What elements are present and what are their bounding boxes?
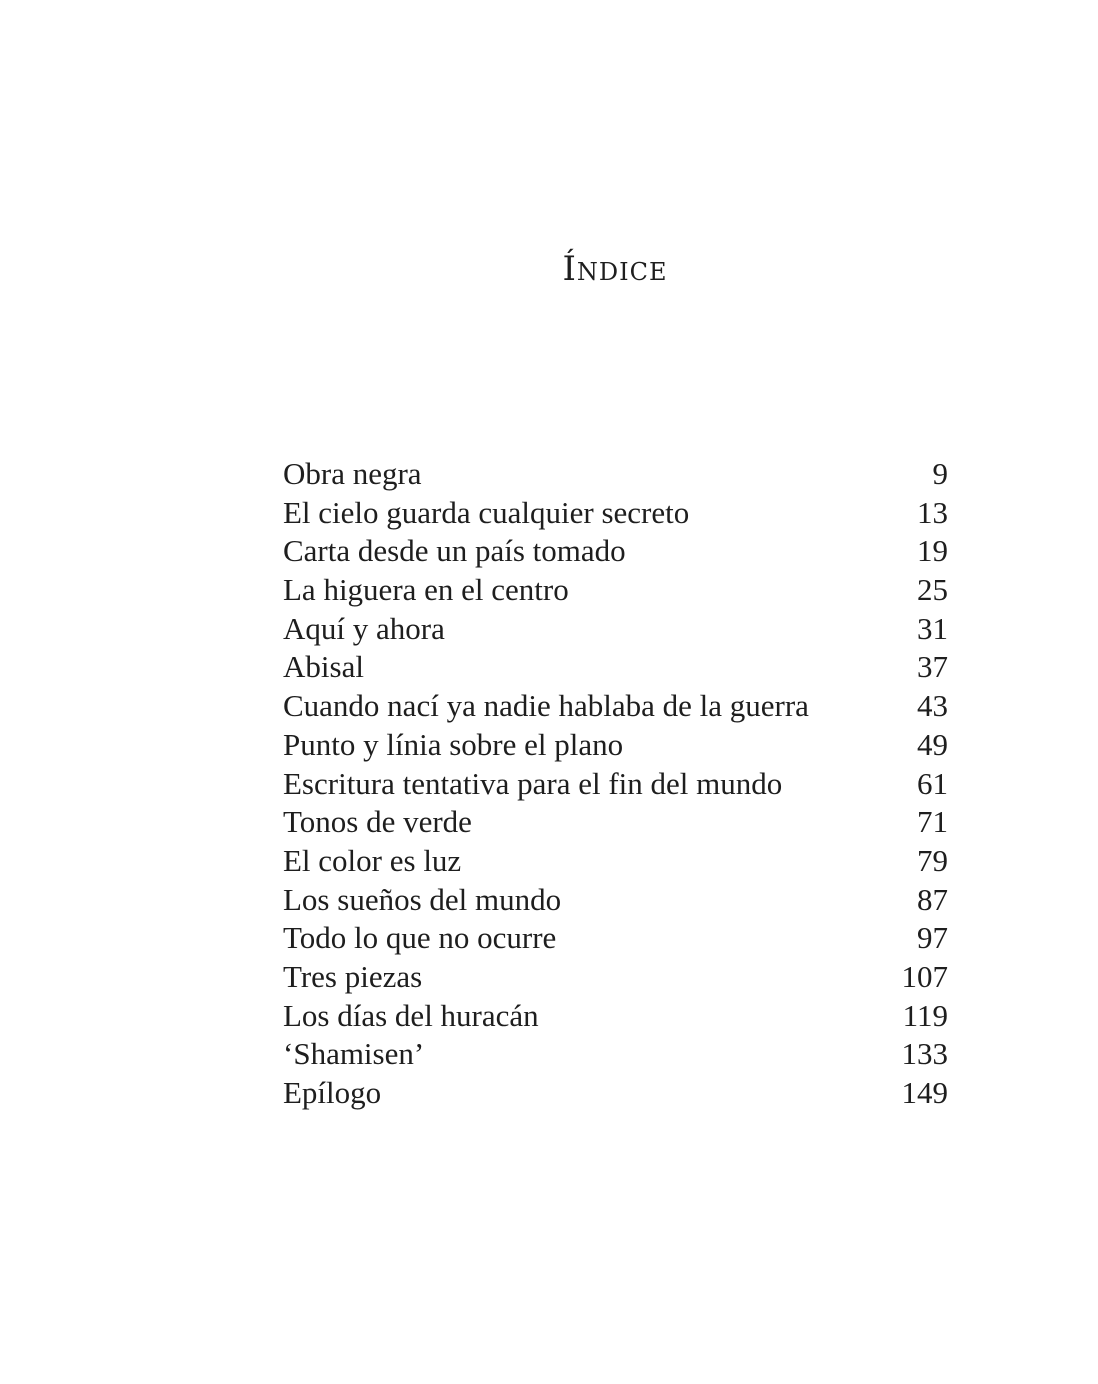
toc-entry-page: 133 <box>901 1036 948 1072</box>
toc-entry-title: Aquí y ahora <box>283 610 445 646</box>
toc-entry[interactable] <box>283 842 948 881</box>
toc-entry[interactable] <box>283 532 948 571</box>
toc-entry[interactable] <box>283 1074 948 1113</box>
toc-entry[interactable] <box>283 726 948 765</box>
toc-entry[interactable] <box>283 571 948 610</box>
toc-entry-title: El color es luz <box>283 842 462 878</box>
toc-entry-title: La higuera en el centro <box>283 572 569 608</box>
toc-entry-title: Tonos de verde <box>283 804 472 840</box>
toc-entry-page: 31 <box>917 610 948 646</box>
toc-entry-title: Carta desde un país tomado <box>283 533 626 569</box>
toc-entry-title: Punto y línia sobre el plano <box>283 726 624 762</box>
toc-entry[interactable] <box>283 687 948 726</box>
toc-entry-page: 19 <box>917 533 948 569</box>
toc-entry-title: Tres piezas <box>283 958 423 994</box>
toc-entry-page: 107 <box>901 958 948 994</box>
toc-entry-page: 9 <box>932 456 948 491</box>
toc-entry[interactable] <box>283 765 948 804</box>
toc-entry-page: 13 <box>917 494 948 530</box>
toc-entry-page: 97 <box>917 920 948 956</box>
toc-entry[interactable] <box>283 803 948 842</box>
toc-entry-page: 79 <box>917 842 948 878</box>
toc-entry-title: ‘Shamisen’ <box>283 1036 425 1072</box>
toc-entry[interactable] <box>283 997 948 1036</box>
toc-entry-page: 37 <box>917 649 948 685</box>
toc-entry[interactable] <box>283 958 948 997</box>
toc-entry-page: 49 <box>917 726 948 762</box>
toc-entry[interactable] <box>283 1035 948 1074</box>
table-of-contents <box>283 455 948 1113</box>
toc-entry-page: 87 <box>917 881 948 917</box>
toc-entry-page: 71 <box>917 804 948 840</box>
toc-entry-title: Abisal <box>283 649 364 685</box>
toc-entry[interactable] <box>283 919 948 958</box>
toc-entry[interactable] <box>283 610 948 649</box>
toc-entry-title: Todo lo que no ocurre <box>283 920 557 956</box>
toc-entry-title: Obra negra <box>283 456 422 491</box>
toc-entry-title: Escritura tentativa para el fin del mundo <box>283 765 783 801</box>
toc-entry-title: Los días del huracán <box>283 997 539 1033</box>
toc-entry[interactable] <box>283 494 948 533</box>
toc-entry-page: 149 <box>901 1075 948 1110</box>
toc-entry-title: El cielo guarda cualquier secreto <box>283 494 690 530</box>
toc-entry-page: 61 <box>917 765 948 801</box>
toc-entry-page: 25 <box>917 572 948 608</box>
toc-entry-title: Epílogo <box>283 1075 382 1110</box>
toc-entry[interactable] <box>283 648 948 687</box>
page-title: Índice <box>562 249 668 289</box>
toc-entry-page: 43 <box>917 688 948 724</box>
toc-entry[interactable] <box>283 881 948 920</box>
toc-entry-title: Los sueños del mundo <box>283 881 562 917</box>
toc-entry-title: Cuando nací ya nadie hablaba de la guerra <box>283 688 809 724</box>
toc-entry-page: 119 <box>902 997 948 1033</box>
toc-entry[interactable] <box>283 455 948 494</box>
